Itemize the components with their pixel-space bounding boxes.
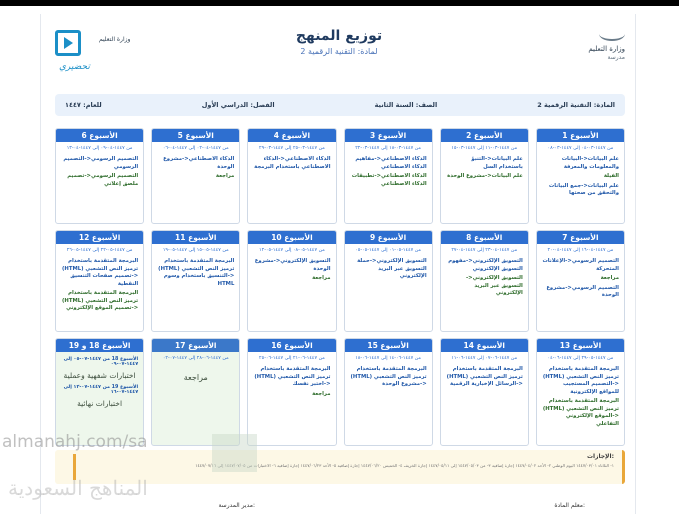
week-title: الأسبوع 18 و 19: [56, 339, 143, 352]
week-card: [151, 230, 240, 332]
lesson-item: مراجعة: [312, 275, 331, 281]
info-subject: المادة: التقنية الرقمية 2: [537, 101, 615, 109]
week-card: [55, 128, 144, 224]
week-card: [151, 128, 240, 224]
week-card: [247, 338, 336, 446]
week-title: الأسبوع 11: [152, 231, 239, 244]
week-date: من ١٤٤٧-٠٣-١١ إلى ١٤٤٧-٠٣-١٥: [451, 146, 518, 151]
week-date: من ١٤٤٧-٠٤-٢٣ إلى ١٤٤٧-٠٤-٢٧: [451, 248, 518, 253]
week-date: من ١٤٤٧-٠٥-٢٩ إلى ١٤٤٧-٠٦-٠٤: [547, 356, 614, 361]
lesson-item: البرمجة المتقدمة باستخدام ترميز النص التشعبي (HTML)<-التصميم المستجيب للمواقع الإلكترونية: [542, 366, 619, 395]
exam-date: الأسبوع 18 من ١٤٤٧-٠٧-٠٥ إلى ١٤٤٧-٠٧-٠٩: [63, 357, 139, 367]
lesson-item: التصميم الرسومي<-التصميم الرسومي: [63, 156, 139, 170]
ministry-name: وزارة التعليم: [588, 45, 625, 53]
week-title: الأسبوع 14: [441, 339, 528, 352]
lesson-item: الذكاء الاصطناعي<-تطبيقات الذكاء الاصطناعي: [351, 173, 427, 187]
exam-name: اختبارات شفهية وعملية: [63, 371, 136, 380]
week-title: الأسبوع 2: [441, 129, 528, 142]
week-lessons: [345, 361, 432, 389]
week-title: الأسبوع 9: [345, 231, 432, 244]
lesson-item: البرمجة المتقدمة باستخدام ترميز النص التشعبي (HTML)<-الموقع الإلكتروني التفاعلي: [542, 398, 619, 427]
lesson-item: التسويق الإلكتروني<-مشروع الوحدة: [254, 258, 331, 272]
week-card: [440, 230, 529, 332]
week-date: من ١٤٤٧-٠٤-٠٩ إلى ١٤٤٧-٠٤-١٣: [66, 146, 133, 151]
week-title: الأسبوع 1: [537, 129, 624, 142]
lesson-item: التصميم الرسومي<-تصميم ملصق إعلاني: [67, 173, 139, 187]
lesson-item: التصميم الرسومي<-الإعلانات المتحركة: [542, 258, 619, 272]
exam-name: اختبارات نهائية: [77, 399, 123, 408]
play-logo-icon: [55, 30, 81, 56]
holidays-title: الإجازات:: [586, 453, 614, 460]
week-lessons: [56, 253, 143, 313]
ministry-logo-right: [555, 26, 625, 61]
info-year: للعام: ١٤٤٧: [65, 101, 102, 109]
ministry-emblem-icon: [599, 27, 625, 41]
week-date: من ١٤٤٧-٠٣-١٨ إلى ١٤٤٧-٠٣-٢٢: [355, 146, 421, 151]
week-lessons: [345, 151, 432, 188]
week-review-label: مراجعة: [183, 373, 208, 382]
weeks-grid: [55, 128, 625, 446]
lesson-item: الذكاء الاصطناعي<-الذكاء الاصطناعي باستخدام البرمجة: [254, 156, 331, 170]
week-title: الأسبوع 13: [537, 339, 624, 352]
lesson-item: علم البيانات<-جمع البيانات والتحقق من صحتها: [548, 182, 619, 196]
week-date: من ١٤٤٧-٠٦-٠٧ إلى ١٤٤٧-٠٦-١١: [451, 356, 518, 361]
lesson-item: البرمجة المتقدمة باستخدام ترميز النص التشعبي (HTML)<-اختبر نفسك: [254, 366, 331, 387]
watermark-name: المناهج السعودية: [8, 476, 148, 500]
week-date: من ١٤٤٧-٠٥-٢٢ إلى ١٤٤٧-٠٥-٢٦: [66, 248, 133, 253]
week-lessons: [248, 151, 335, 171]
week-card: [344, 128, 433, 224]
tahdiri-logo: [53, 26, 153, 80]
week-lessons: [537, 361, 624, 428]
week-date: من ١٤٤٧-٠٤-١٦ إلى ١٤٤٧-٠٤-٢٠: [547, 248, 614, 253]
school-label: مدرسة: [607, 54, 625, 61]
week-lessons: [537, 253, 624, 300]
lesson-item: البرمجة المتقدمة باستخدام ترميز النص التشعبي (HTML)<-تصميم صفحات التنسيق النقطية: [62, 258, 139, 287]
week-card: [247, 230, 336, 332]
holidays-body: ١- الثلاثاء ١٤٤٧/٠٣/٠١ اليوم الوطني ٢- الأحد ١٤٤٧/٠٤/٠٢ إجازة إضافية ٣- من ١٤٤٧/٠٥/٠٣ إلى ١٤٤٧/٠٥/١١ إجازة الخريف ٤- الخميس ١٤٤٧/٠٦/٢٠ إجازة إضافية ٥- الأحد ١٤٤٧/٠٦/٢٣ إجازة إضافية ٦- الاختبارات من ١٤٤٧/٠٧/٠٥ إلى ١٤٤٧/٠٧/١٦: [195, 463, 614, 468]
week-card: [151, 338, 240, 446]
lesson-item: مراجعة: [215, 173, 235, 179]
exam-date: الأسبوع 19 من ١٤٤٧-٠٧-١٢ إلى ١٤٤٧-٠٧-١٦: [63, 385, 139, 395]
lesson-item: البرمجة المتقدمة باستخدام ترميز النص التشعبي (HTML)<-تصميم الموقع الإلكتروني: [62, 290, 139, 311]
week-card: [247, 128, 336, 224]
page: [0, 6, 679, 514]
lesson-item: مراجعة: [600, 275, 619, 281]
week-lessons: [441, 253, 528, 298]
lesson-item: التسويق الإلكتروني<-التسويق عبر البريد الإلكتروني: [465, 275, 523, 296]
lesson-item: علم البيانات<-التنبؤ باستخدام السل: [471, 156, 523, 170]
week-title: الأسبوع 16: [248, 339, 335, 352]
week-lessons: [537, 151, 624, 198]
week-card: [536, 128, 625, 224]
info-term: الفصل: الدراسي الأول: [201, 101, 275, 109]
week-date: من ١٤٤٧-٠٤-٠٢ إلى ١٤٤٧-٠٤-٠٦: [162, 146, 229, 151]
week-card: [344, 230, 433, 332]
week-lessons: [441, 151, 528, 181]
week-card: [55, 230, 144, 332]
week-title: الأسبوع 7: [537, 231, 624, 244]
watermark-site: almanahj.com/sa: [2, 432, 148, 452]
week-date: من ١٤٤٧-٠٣-٢٥ إلى ١٤٤٧-٠٣-٢٩: [259, 146, 325, 151]
week-date: من ١٤٤٧-٠٦-٢٨ إلى ١٤٤٧-٠٧-٠٢: [162, 356, 229, 361]
week-card: [536, 338, 625, 446]
week-title: الأسبوع 3: [345, 129, 432, 142]
page-title: توزيع المنهج: [295, 28, 383, 44]
lesson-item: التسويق الإلكتروني<-حملة التسويق عبر البريد الإلكتروني: [357, 258, 427, 279]
lesson-item: التسويق الإلكتروني<-مفهوم التسويق الإلكتروني: [448, 258, 523, 272]
week-lessons: [441, 361, 528, 389]
week-card: [536, 230, 625, 332]
week-lessons: [152, 253, 239, 288]
week-lessons: [248, 361, 335, 398]
week-date: من ١٤٤٧-٠٦-١٤ إلى ١٤٤٧-٠٦-١٨: [355, 356, 421, 361]
week-title: الأسبوع 15: [345, 339, 432, 352]
logo-word: تحضيري: [59, 62, 90, 72]
week-title: الأسبوع 17: [152, 339, 239, 352]
week-title: الأسبوع 12: [56, 231, 143, 244]
info-bar: [55, 94, 625, 116]
lesson-item: البرمجة المتقدمة باستخدام ترميز النص التشعبي (HTML)<-مشروع الوحدة: [350, 366, 427, 387]
week-title: الأسبوع 5: [152, 129, 239, 142]
lesson-item: الذكاء الاصطناعي<-مشروع الوحدة: [163, 156, 235, 170]
week-lessons: [56, 151, 143, 188]
info-grade: الصف: السنة الثانية: [374, 101, 438, 109]
watermark-shade: [212, 434, 257, 472]
week-card: [440, 338, 529, 446]
week-lessons: [345, 253, 432, 281]
lesson-item: الذكاء الاصطناعي<-مفاهيم الذكاء الاصطناعي: [355, 156, 427, 170]
week-date: من ١٤٤٧-٠٥-٠١ إلى ١٤٤٧-٠٥-٠٥: [355, 248, 421, 253]
header-title-block: [241, 28, 437, 56]
week-date: من ١٤٤٧-٠٥-٠٨ إلى ١٤٤٧-٠٥-١٢: [259, 248, 325, 253]
week-lessons: [248, 253, 335, 283]
lesson-item: مراجعة: [312, 390, 331, 397]
signature-footer: [55, 500, 625, 514]
week-lessons: [152, 151, 239, 181]
lesson-item: علم البيانات<-مشروع الوحدة: [447, 173, 523, 179]
week-card: [55, 338, 144, 446]
week-date: من ١٤٤٧-٠٣-٠٤ إلى ١٤٤٧-٠٣-٠٨: [547, 146, 614, 151]
week-date: من ١٤٤٧-٠٦-٢١ إلى ١٤٤٧-٠٦-٢٥: [259, 356, 325, 361]
lesson-item: البرمجة المتقدمة باستخدام ترميز النص التشعبي (HTML)<-التنسيق باستخدام وسوم HTML: [158, 258, 235, 287]
page-subtitle: لمادة: التقنية الرقمية 2: [300, 47, 378, 56]
week-title: الأسبوع 4: [248, 129, 335, 142]
lesson-item: التصميم الرسومي<-مشروع الوحدة: [546, 284, 619, 298]
ministry-mini-logo: وزارة التعليم: [99, 36, 131, 43]
week-title: الأسبوع 8: [441, 231, 528, 244]
lesson-item: علم البيانات<-البيانات والمعلومات والمعرفة: [561, 156, 619, 170]
teacher-signature-label: معلم المادة:: [554, 502, 585, 509]
principal-signature-label: مدير المدرسة:: [218, 502, 255, 509]
week-title: الأسبوع 10: [248, 231, 335, 244]
week-card: [344, 338, 433, 446]
week-date: من ١٤٤٧-٠٥-١٥ إلى ١٤٤٧-٠٥-١٩: [162, 248, 229, 253]
lesson-item: الفيلة: [603, 173, 619, 179]
lesson-item: البرمجة المتقدمة باستخدام ترميز النص التشعبي (HTML)<-الرسائل الإخبارية الرقمية: [446, 366, 523, 387]
week-title: الأسبوع 6: [56, 129, 143, 142]
week-card: [440, 128, 529, 224]
